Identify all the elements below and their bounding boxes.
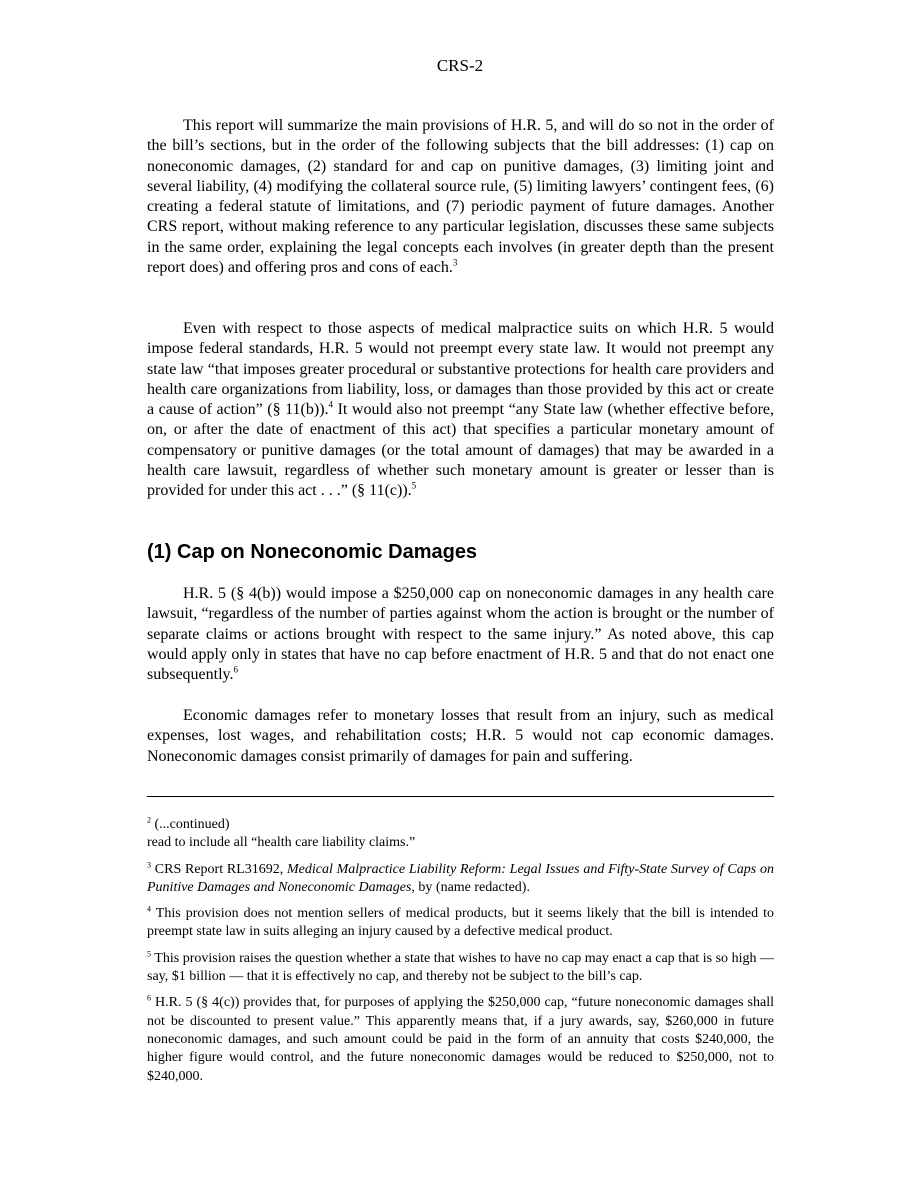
footnote-number: 6 xyxy=(147,993,151,1003)
paragraph-economic-damages xyxy=(147,706,774,767)
page-number-label: CRS-2 xyxy=(436,56,484,75)
footnote-text: read to include all “health care liability claims.” xyxy=(147,835,416,851)
footnote-5 xyxy=(147,950,774,987)
footnote-text: This provision does not mention sellers of medical products, but it seems likely that the bill is intended to preempt state law in suits alleging an injury caused by a defective medical product. xyxy=(147,906,774,940)
paragraph-cap xyxy=(147,584,774,685)
footnote-3 xyxy=(147,861,774,898)
footnote-6 xyxy=(147,994,774,1085)
footnote-text: , by (name redacted). xyxy=(411,879,530,895)
footnote-ref[interactable]: 4 xyxy=(328,399,334,410)
footnote-ref[interactable]: 3 xyxy=(452,257,458,268)
footnote-number: 2 xyxy=(147,815,151,825)
paragraph-text: This report will summarize the main provisions of H.R. 5, and will do so not in the order of the bill’s sections, but in the order of the following subjects that the bill addresses: (1) cap on noneconomic damages, (2) standard for and cap on punitive damages, (3) limiting joint and several liability, (4) modifying the collateral source rule, (5) limiting lawyers’ contingent fees, (6) creating a federal statute of limitations, and (7) periodic payment of future damages. Another CRS report, without making reference to any particular legislation, discusses these same subjects in the same order, explaining the legal concepts each involves (in greater depth than the present report does) and offering pros and cons of each. xyxy=(147,117,774,277)
footnote-divider xyxy=(147,796,774,797)
report-title: Medical Malpractice Liability Reform: Legal Issues and Fifty-State Survey of Caps on Punitive Damages and Noneconomic Damages xyxy=(147,861,774,895)
paragraph-text: Even with respect to those aspects of medical malpractice suits on which H.R. 5 would impose federal standards, H.R. 5 would not preempt every state law. It would not preempt any state law “that imposes greater procedural or substantive protections for health care providers and health care organizations from liability, loss, or damages than those provided by this act or create a cause of action” (§ 11(b)). xyxy=(147,320,774,419)
footnote-number: 3 xyxy=(147,859,151,869)
paragraph-preemption xyxy=(147,319,774,502)
footnote-2 xyxy=(147,816,774,853)
footnote-ref[interactable]: 5 xyxy=(411,481,417,492)
footnote-text: (...continued) xyxy=(151,817,230,832)
paragraph-text: It would also not preempt “any State law (whether effective before, on, or after the date of enactment of this act) that specifies a particular monetary amount of compensatory or punitive damages (or the total amount of damages) that may be awarded in a health care lawsuit, regardless of whether such monetary amount is greater or lesser than is provided for under this act . . .” (§ 11(c)). xyxy=(147,401,775,500)
footnote-text: H.R. 5 (§ 4(c)) provides that, for purposes of applying the $250,000 cap, “future noneconomic damages shall not be discounted to present value.” This apparently means that, if a jury awards, say, $260,000 in future noneconomic damages, and such amount could be paid in the form of an annuity that costs $240,000, the higher figure would control, and the future noneconomic damages would be reduced to $250,000, not to $240,000. xyxy=(147,995,774,1084)
page-header xyxy=(0,56,920,76)
section-heading: (1) Cap on Noneconomic Damages xyxy=(147,541,478,563)
footnote-number: 5 xyxy=(147,949,151,959)
paragraph-summary-order xyxy=(147,116,774,278)
paragraph-text: Economic damages refer to monetary losses that result from an injury, such as medical expenses, lost wages, and rehabilitation costs; H.R. 5 would not cap economic damages. Noneconomic damages consist primarily of damages for pain and suffering. xyxy=(147,707,774,765)
footnotes xyxy=(147,816,774,1094)
footnote-number: 4 xyxy=(147,904,151,914)
footnote-text: CRS Report RL31692, xyxy=(151,861,288,877)
paragraph-text: H.R. 5 (§ 4(b)) would impose a $250,000 cap on noneconomic damages in any health care lawsuit, “regardless of the number of parties against whom the action is brought or the number of separate claims or actions brought with respect to the same injury.” As noted above, this cap would apply only in states that have no cap before enactment of H.R. 5 and that do not enact one subsequently. xyxy=(147,585,774,684)
footnote-4 xyxy=(147,905,774,942)
footnote-text: This provision raises the question whether a state that wishes to have no cap may enact a cap that is so high — say, $1 billion — that it is effectively no cap, and thereby not be subject to the bill’s cap. xyxy=(147,950,774,985)
footnote-ref[interactable]: 6 xyxy=(233,664,239,675)
